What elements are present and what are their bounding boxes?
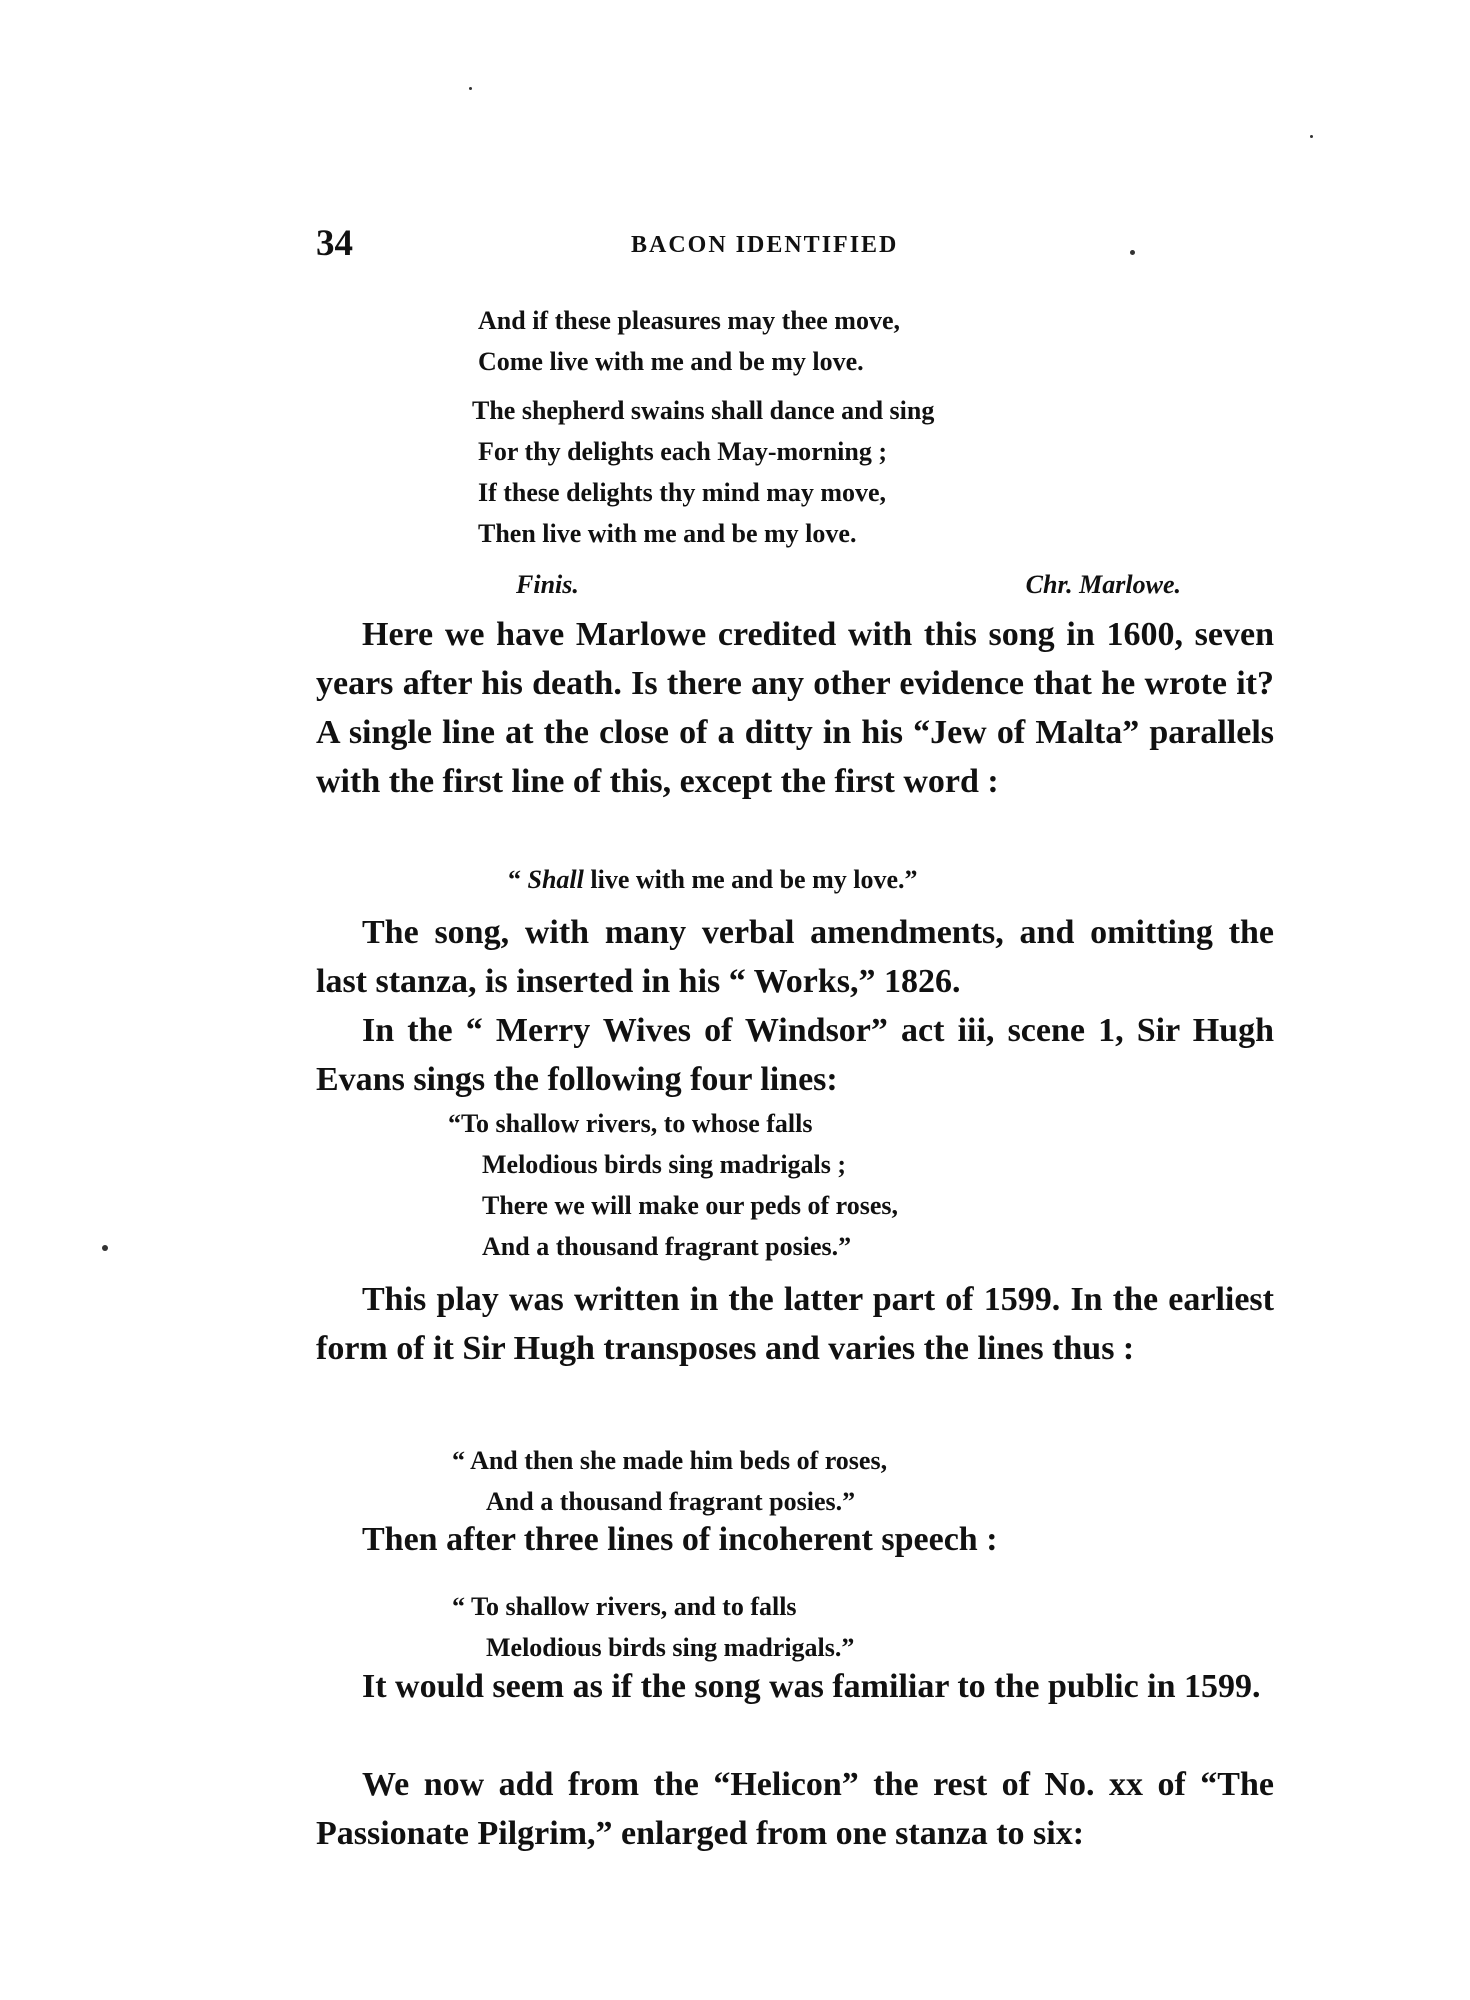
verse-stanza-2 (472, 390, 934, 554)
paragraph-text: This play was written in the latter part of 1599. In the earliest form of it Sir Hugh transposes and varies the lines thus : (316, 1281, 1274, 1367)
verse-line: And if these pleasures may thee move, (478, 306, 900, 335)
verse-sir-hugh-song (448, 1103, 898, 1267)
verse-line: And a thousand fragrant posies.” (482, 1232, 852, 1261)
paragraph-song-familiar (316, 1662, 1274, 1711)
verse-transposed (452, 1440, 887, 1522)
verse-line: “To shallow rivers, to whose falls (448, 1109, 813, 1138)
paragraph-merry-wives (316, 1006, 1274, 1104)
scan-speck (1130, 250, 1135, 255)
verse-line: And a thousand fragrant posies.” (486, 1487, 856, 1516)
paragraph-text: We now add from the “Helicon” the rest of No. xx of “The Passionate Pilgrim,” enlarged from one stanza to six: (316, 1766, 1274, 1852)
running-title: BACON IDENTIFIED (631, 232, 899, 258)
paragraph-works-1826 (316, 908, 1274, 1006)
quote-rest: live with me and be my love.” (583, 865, 918, 894)
verse-line: “ To shallow rivers, and to falls (452, 1592, 797, 1621)
poem-attribution (516, 570, 1181, 600)
verse-line: Melodious birds sing madrigals ; (482, 1150, 847, 1179)
paragraph-text: It would seem as if the song was familiar to the public in 1599. (362, 1668, 1261, 1705)
verse-line: There we will make our peds of roses, (482, 1191, 898, 1220)
paragraph-incoherent-speech (316, 1515, 1274, 1564)
verse-stanza-1 (478, 300, 900, 382)
jew-of-malta-quote (508, 865, 918, 895)
paragraph-play-1599 (316, 1275, 1274, 1373)
paragraph-text: The song, with many verbal amendments, and omitting the last stanza, is inserted in his “ Works,” 1826. (316, 914, 1274, 1000)
paragraph-helicon (316, 1760, 1274, 1858)
verse-line: The shepherd swains shall dance and sing (472, 396, 935, 425)
paragraph-marlowe-credit (316, 610, 1274, 806)
verse-line: “ And then she made him beds of roses, (452, 1446, 888, 1475)
verse-line: If these delights thy mind may move, (478, 478, 887, 507)
verse-line: Then live with me and be my love. (478, 519, 857, 548)
verse-shallow-rivers (452, 1586, 854, 1668)
verse-line: For thy delights each May-morning ; (478, 437, 887, 466)
verse-line: Come live with me and be my love. (478, 347, 864, 376)
scan-speck (102, 1245, 108, 1251)
paragraph-text: Then after three lines of incoherent speech : (362, 1521, 998, 1558)
scan-speck (469, 87, 472, 90)
quote-open: “ (508, 865, 528, 894)
page-number: 34 (316, 223, 353, 264)
finis-label: Finis. (516, 570, 579, 599)
verse-line: Melodious birds sing madrigals.” (486, 1633, 855, 1662)
paragraph-text: Here we have Marlowe credited with this song in 1600, seven years after his death. Is there any other evidence that he wrote it? A single line at the close of a ditty in his “Jew of Malta” parallels with the first line of this, except the first word : (316, 616, 1274, 800)
paragraph-text: In the “ Merry Wives of Windsor” act iii, scene 1, Sir Hugh Evans sings the following four lines: (316, 1012, 1274, 1098)
author-attribution: Chr. Marlowe. (1025, 570, 1181, 599)
quote-emphasis: Shall (527, 865, 584, 894)
scan-speck (1310, 135, 1313, 138)
page-header (316, 222, 1236, 272)
